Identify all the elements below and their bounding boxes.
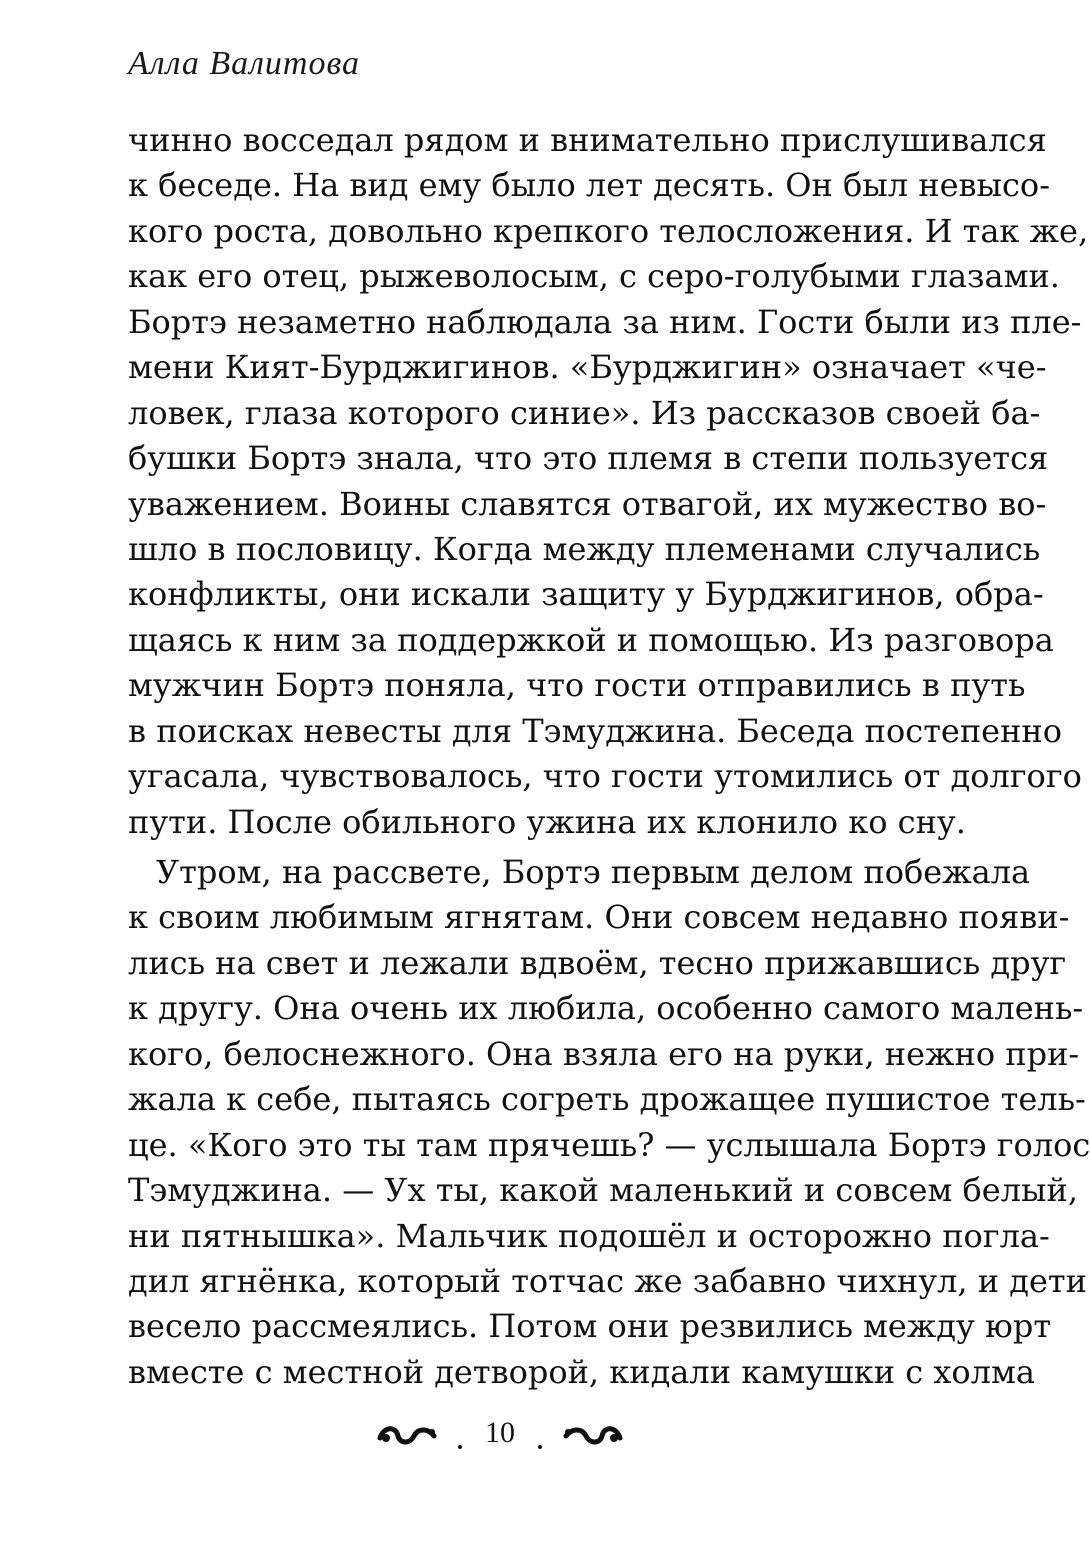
text-line: кого роста, довольно крепкого телосложения. И так же, — [128, 211, 1089, 250]
folio-dot — [458, 1445, 462, 1449]
text-line: шло в пословицу. Когда между племенами случались — [128, 529, 1041, 568]
text-line: це. «Кого это ты там прячешь? — услышала Бортэ голос — [128, 1125, 1090, 1164]
swirl-ornament-icon — [560, 1416, 624, 1450]
text-line: чинно восседал рядом и внимательно прислушивался — [128, 121, 1047, 159]
text-line: к своим любимым ягнятам. Они совсем недавно появи- — [128, 898, 1070, 937]
text-line: мужчин Бортэ поняла, что гости отправились в путь — [128, 666, 1026, 705]
text-line: как его отец, рыжеволосым, с серо-голубыми глазами. — [128, 257, 1060, 296]
text-line: дил ягнёнка, который тотчас же забавно чихнул, и дети — [128, 1261, 1087, 1300]
text-line: в поисках невесты для Тэмуджина. Беседа постепенно — [128, 711, 1063, 750]
swirl-ornament-icon — [376, 1416, 440, 1450]
text-line: пути. После обильного ужина их клонило ко сну. — [128, 802, 966, 841]
text-line: Утром, на рассвете, Бортэ первым делом побежала — [156, 853, 1031, 891]
text-line: Тэмуджина. — Ух ты, какой маленький и совсем белый, — [128, 1171, 1079, 1210]
text-line: весело рассмеялись. Потом они резвились между юрт — [128, 1307, 1052, 1346]
text-line: вместе с местной детворой, кидали камушки с холма — [128, 1352, 1035, 1391]
text-line: конфликты, они искали защиту у Бурджигинов, обра- — [128, 575, 1044, 614]
text-line: Бортэ незаметно наблюдала за ним. Гости были из пле- — [128, 302, 1082, 341]
text-line: угасала, чувствовалось, что гости утомились от долгого — [128, 757, 1082, 796]
text-line: уважением. Воины славятся отвагой, их мужество во- — [128, 484, 1047, 523]
text-line: лись на свет и лежали вдвоём, тесно прижавшись друг — [128, 943, 1067, 982]
page-folio — [0, 1407, 1000, 1459]
body-text — [128, 118, 1090, 1395]
text-line: кого, белоснежного. Она взяла его на руки, нежно при- — [128, 1034, 1080, 1073]
paragraph — [128, 850, 1090, 1395]
text-line: бушки Бортэ знала, что это племя в степи пользуется — [128, 439, 1049, 478]
text-line: жала к себе, пытаясь согреть дрожащее пушистое тель- — [128, 1080, 1086, 1119]
page-number: 10 — [485, 1416, 515, 1449]
text-line: ловек, глаза которого синие». Из рассказов своей ба- — [128, 393, 1041, 432]
text-line: щаясь к ним за поддержкой и помощью. Из разговора — [128, 620, 1054, 659]
text-line: мени Кият-Бурджигинов. «Бурджигин» означает «че- — [128, 348, 1047, 387]
folio-dot — [538, 1445, 542, 1449]
running-header-author: Алла Валитова — [128, 45, 361, 82]
paragraph — [128, 118, 1089, 845]
text-line: к другу. Она очень их любила, особенно самого малень- — [128, 989, 1084, 1028]
text-line: ни пятнышка». Мальчик подошёл и осторожно погла- — [128, 1216, 1050, 1255]
text-line: к беседе. На вид ему было лет десять. Он был невысо- — [128, 166, 1050, 205]
